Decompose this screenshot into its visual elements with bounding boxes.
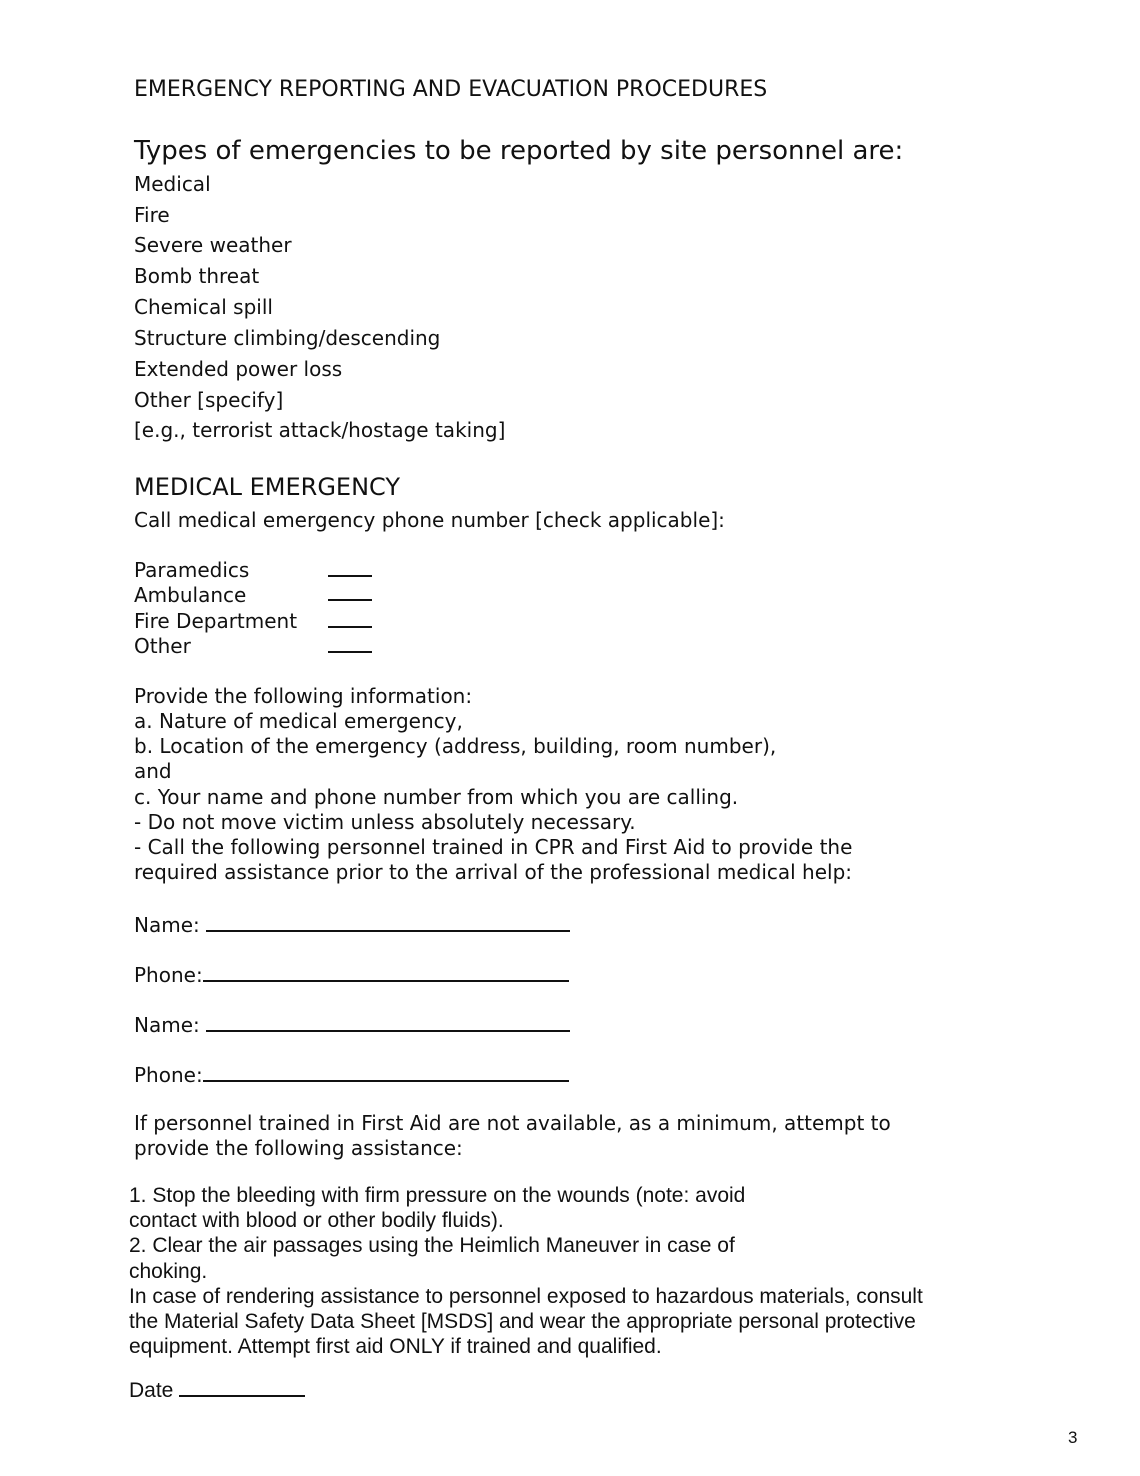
step-line: In case of rendering assistance to personnel exposed to hazardous materials, consult: [129, 1285, 923, 1308]
info-line: required assistance prior to the arrival of the professional medical help:: [134, 860, 853, 884]
phone-input-line[interactable]: [203, 960, 569, 982]
step-line: contact with blood or other bodily fluids).: [129, 1209, 504, 1232]
phone-field-1[interactable]: [134, 960, 569, 986]
step-line: choking.: [129, 1260, 208, 1283]
list-item: Fire: [134, 203, 170, 227]
field-label: Phone:: [134, 963, 203, 987]
page-number: 3: [1068, 1428, 1078, 1447]
name-input-line[interactable]: [206, 1010, 570, 1032]
list-item: Bomb threat: [134, 264, 260, 288]
option-fire-department: Fire Department: [134, 609, 298, 633]
list-item: Structure climbing/descending: [134, 326, 441, 350]
date-input-line[interactable]: [179, 1375, 305, 1397]
list-item: Chemical spill: [134, 295, 273, 319]
step-line: 1. Stop the bleeding with firm pressure on the wounds (note: avoid: [129, 1184, 746, 1207]
option-paramedics: Paramedics: [134, 558, 250, 582]
field-label: Phone:: [134, 1063, 203, 1087]
document-title: EMERGENCY REPORTING AND EVACUATION PROCEDURES: [134, 77, 768, 102]
list-item: Extended power loss: [134, 357, 343, 381]
field-label: Name:: [134, 913, 200, 937]
step-line: 2. Clear the air passages using the Heimlich Maneuver in case of: [129, 1234, 735, 1257]
list-item: Severe weather: [134, 233, 292, 257]
info-line: - Call the following personnel trained in CPR and First Aid to provide the: [134, 835, 853, 859]
fallback-line: provide the following assistance:: [134, 1136, 463, 1160]
option-ambulance: Ambulance: [134, 583, 247, 607]
step-line: the Material Safety Data Sheet [MSDS] and wear the appropriate personal protective: [129, 1310, 916, 1333]
name-field-1[interactable]: [134, 910, 570, 936]
check-blank[interactable]: [328, 575, 372, 577]
types-heading: Types of emergencies to be reported by site personnel are:: [134, 136, 904, 166]
phone-input-line[interactable]: [203, 1060, 569, 1082]
info-line: and: [134, 759, 172, 783]
check-blank[interactable]: [328, 651, 372, 653]
list-item: [e.g., terrorist attack/hostage taking]: [134, 418, 506, 442]
check-blank[interactable]: [328, 626, 372, 628]
call-instruction: Call medical emergency phone number [check applicable]:: [134, 508, 725, 532]
list-item: Other [specify]: [134, 388, 284, 412]
info-line: Provide the following information:: [134, 684, 473, 708]
date-label: Date: [129, 1379, 174, 1402]
phone-field-2[interactable]: [134, 1060, 569, 1086]
fallback-line: If personnel trained in First Aid are not available, as a minimum, attempt to: [134, 1111, 891, 1135]
info-line: a. Nature of medical emergency,: [134, 709, 463, 733]
date-field[interactable]: [129, 1375, 305, 1401]
field-label: Name:: [134, 1013, 200, 1037]
option-other: Other: [134, 634, 191, 658]
name-field-2[interactable]: [134, 1010, 570, 1036]
name-input-line[interactable]: [206, 910, 570, 932]
medical-heading: MEDICAL EMERGENCY: [134, 473, 401, 501]
info-line: b. Location of the emergency (address, building, room number),: [134, 734, 777, 758]
step-line: equipment. Attempt first aid ONLY if trained and qualified.: [129, 1335, 662, 1358]
check-blank[interactable]: [328, 599, 372, 601]
info-line: c. Your name and phone number from which you are calling.: [134, 785, 739, 809]
info-line: - Do not move victim unless absolutely necessary.: [134, 810, 636, 834]
list-item: Medical: [134, 172, 211, 196]
